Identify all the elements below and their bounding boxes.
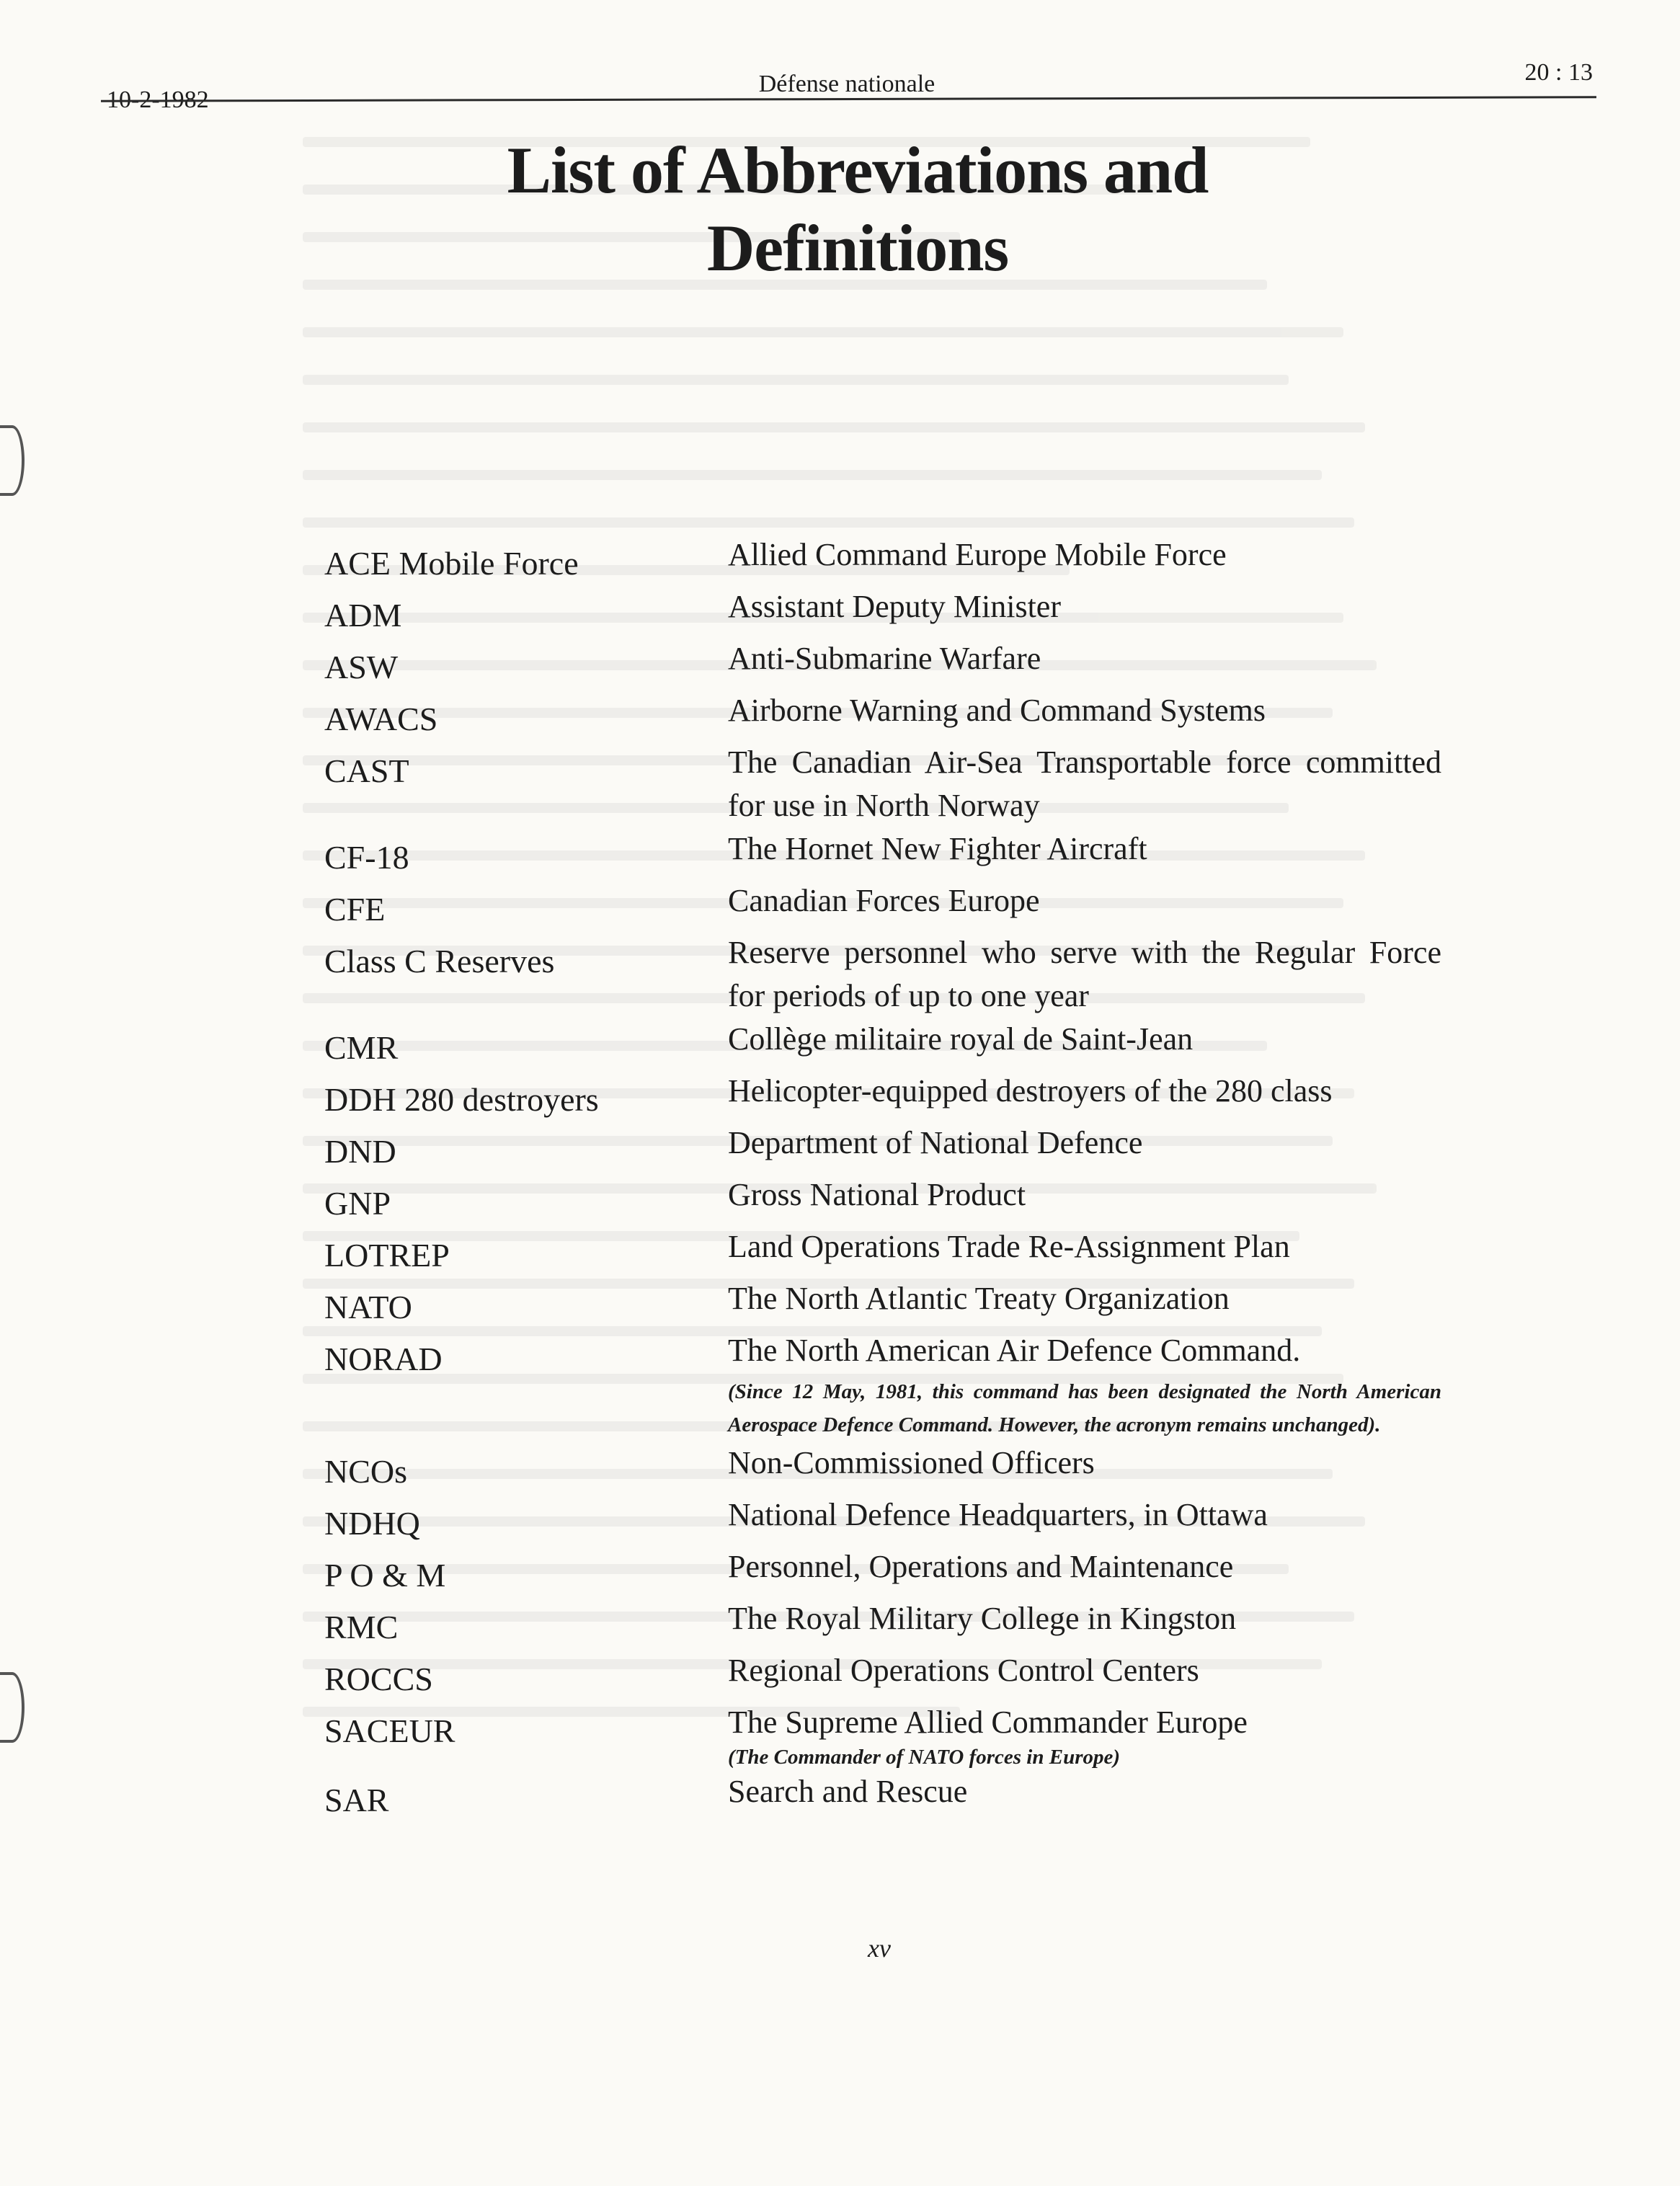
- page-title: [404, 131, 1312, 287]
- definition-text: Search and Rescue: [728, 1774, 968, 1809]
- definition-text: The North Atlantic Treaty Organization: [728, 1281, 1230, 1316]
- list-item: [324, 1173, 1441, 1225]
- abbreviation-term: GNP: [324, 1185, 391, 1222]
- definition-text: Helicopter-equipped destroyers of the 280 class: [728, 1073, 1333, 1108]
- list-item: [324, 1545, 1441, 1597]
- list-item: [324, 1018, 1441, 1070]
- abbreviation-term: ASW: [324, 649, 399, 685]
- definition-note: (The Commander of NATO forces in Europe): [728, 1746, 1121, 1769]
- definition-text: Gross National Product: [728, 1177, 1026, 1212]
- abbreviation-term: NORAD: [324, 1341, 443, 1377]
- definition: [728, 1649, 1441, 1692]
- binding-mark: [0, 425, 25, 496]
- abbreviation-term: NATO: [324, 1289, 412, 1325]
- definition: [728, 879, 1441, 923]
- definition-text: Collège militaire royal de Saint-Jean: [728, 1021, 1194, 1057]
- definition: [728, 1441, 1441, 1485]
- list-item: [324, 1649, 1441, 1701]
- list-item: [324, 1070, 1441, 1121]
- header-publication: Défense nationale: [758, 71, 935, 97]
- title-line-2: Definitions: [706, 211, 1009, 285]
- abbreviation-term: AWACS: [324, 701, 438, 737]
- definition: [728, 1701, 1441, 1770]
- page-folio: xv: [868, 1934, 891, 1963]
- list-item: [324, 1225, 1441, 1277]
- definition: [728, 1597, 1441, 1640]
- list-item: [324, 1441, 1441, 1493]
- definition: [728, 1277, 1441, 1320]
- definition: [728, 637, 1441, 680]
- abbreviation-term: ACE Mobile Force: [324, 545, 579, 582]
- abbreviation-term: RMC: [324, 1609, 399, 1645]
- definition-text: Anti-Submarine Warfare: [728, 641, 1041, 676]
- abbreviation-term: CAST: [324, 752, 409, 789]
- list-item: [324, 585, 1441, 637]
- abbreviation-term: LOTREP: [324, 1237, 450, 1274]
- list-item: [324, 1770, 1441, 1822]
- list-item: [324, 1701, 1441, 1770]
- abbreviation-term: CMR: [324, 1029, 399, 1066]
- abbreviation-term: P O & M: [324, 1557, 446, 1594]
- abbreviation-term: ADM: [324, 597, 402, 634]
- header-date: 10-2-1982: [107, 86, 209, 113]
- title-line-1: List of Abbreviations and: [507, 133, 1209, 207]
- list-item: [324, 1493, 1441, 1545]
- definition: [728, 1070, 1441, 1113]
- abbreviation-term: NDHQ: [324, 1505, 420, 1542]
- definition: [728, 931, 1441, 1018]
- abbreviation-term: SAR: [324, 1782, 389, 1818]
- definition-text: The Royal Military College in Kingston: [728, 1601, 1237, 1636]
- definition: [728, 1770, 1441, 1813]
- abbreviation-term: SACEUR: [324, 1712, 455, 1749]
- list-item: [324, 1277, 1441, 1329]
- abbreviation-term: NCOs: [324, 1453, 408, 1490]
- abbreviation-term: DND: [324, 1133, 396, 1170]
- definition: [728, 533, 1441, 577]
- definition-text: Canadian Forces Europe: [728, 883, 1040, 918]
- abbreviation-term: ROCCS: [324, 1661, 433, 1697]
- definition-text: The Canadian Air-Sea Transportable force committed for use in North Norway: [728, 745, 1441, 823]
- definition: [728, 1493, 1441, 1537]
- definition-text: Land Operations Trade Re-Assignment Plan: [728, 1229, 1290, 1264]
- definition-text: Allied Command Europe Mobile Force: [728, 537, 1227, 572]
- list-item: [324, 689, 1441, 741]
- definition-text: National Defence Headquarters, in Ottawa: [728, 1497, 1268, 1532]
- definition: [728, 1018, 1441, 1061]
- definition-text: Assistant Deputy Minister: [728, 589, 1061, 624]
- list-item: [324, 741, 1441, 827]
- abbreviation-term: DDH 280 destroyers: [324, 1081, 599, 1118]
- definition: [728, 1329, 1441, 1441]
- abbreviation-term: CFE: [324, 891, 386, 928]
- header-page-ref: 20 : 13: [1524, 59, 1593, 86]
- list-item: [324, 879, 1441, 931]
- definition-text: Department of National Defence: [728, 1125, 1143, 1160]
- definition: [728, 1173, 1441, 1217]
- definition: [728, 827, 1441, 871]
- definition: [728, 689, 1441, 732]
- definition: [728, 1225, 1441, 1268]
- definition-text: Reserve personnel who serve with the Regular Force for periods of up to one year: [728, 935, 1441, 1013]
- binding-mark: [0, 1672, 25, 1743]
- list-item: [324, 533, 1441, 585]
- definition: [728, 1121, 1441, 1165]
- definition-note: (Since 12 May, 1981, this command has been designated the North American Aerospace Defence Command. However, the acronym remains unchanged).: [728, 1380, 1441, 1436]
- abbreviation-term: Class C Reserves: [324, 943, 555, 979]
- definition-text: Airborne Warning and Command Systems: [728, 693, 1266, 728]
- list-item: [324, 637, 1441, 689]
- definition: [728, 585, 1441, 628]
- definition-text: Personnel, Operations and Maintenance: [728, 1549, 1234, 1584]
- list-item: [324, 827, 1441, 879]
- list-item: [324, 1597, 1441, 1649]
- definition-text: The Supreme Allied Commander Europe: [728, 1705, 1248, 1740]
- definition-text: Regional Operations Control Centers: [728, 1653, 1199, 1688]
- list-item: [324, 1329, 1441, 1441]
- definition: [728, 741, 1441, 827]
- abbreviation-term: CF-18: [324, 839, 409, 876]
- list-item: [324, 931, 1441, 1018]
- definition-text: The North American Air Defence Command.: [728, 1333, 1301, 1368]
- abbreviation-list: [324, 533, 1441, 1822]
- definition-text: The Hornet New Fighter Aircraft: [728, 831, 1147, 866]
- definition-text: Non-Commissioned Officers: [728, 1445, 1095, 1480]
- definition: [728, 1545, 1441, 1589]
- list-item: [324, 1121, 1441, 1173]
